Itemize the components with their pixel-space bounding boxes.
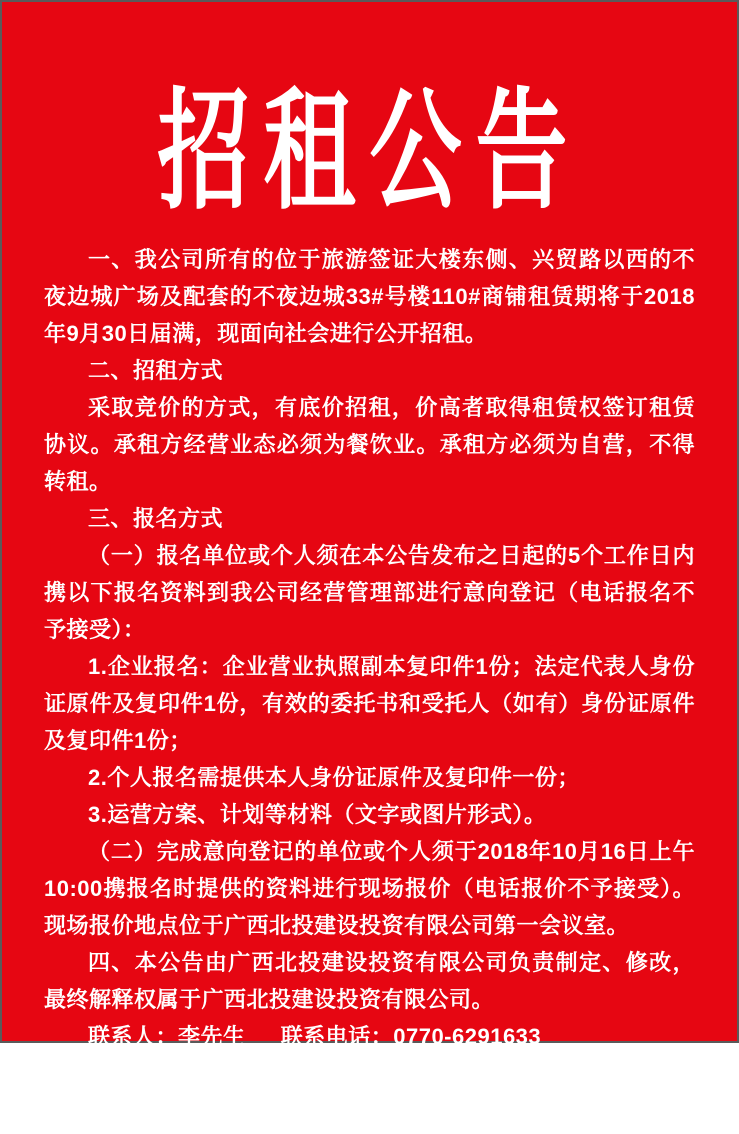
paragraph-operation-plan-materials: 3.运营方案、计划等材料（文字或图片形式）。 (88, 802, 547, 827)
poster-title-text: 招租公告 (157, 79, 582, 225)
paragraph-interpretation-rights: 四、本公告由广西北投建设投资有限公司负责制定、修改，最终解释权属于广西北投建设投资有限公司。 (44, 950, 695, 1012)
paragraph-rental-method-detail: 采取竞价的方式，有底价招租，价高者取得租赁权签订租赁协议。承租方经营业态必须为餐饮业。承租方必须为自营，不得转租。 (44, 395, 695, 494)
poster-title (2, 79, 737, 225)
contact-person-name: 李先生 (178, 1024, 246, 1049)
signature-inner (381, 1064, 681, 1134)
contact-phone-number: 0770-6291633 (393, 1024, 542, 1049)
paragraph-onsite-bidding-arrangement: （二）完成意向登记的单位或个人须于2018年10月16日上午10:00携报名时提供的资料进行现场报价（电话报价不予接受）。现场报价地点位于广西北投建设投资有限公司第一会议室。 (44, 839, 695, 938)
signature-block (2, 1064, 737, 1134)
contact-line (44, 1018, 695, 1055)
paragraph-registration-requirements: （一）报名单位或个人须在本公告发布之日起的5个工作日内携以下报名资料到我公司经营管理部进行意向登记（电话报名不予接受）： (44, 543, 695, 642)
paragraph-section1-property-intro: 一、我公司所有的位于旅游签证大楼东侧、兴贸路以西的不夜边城广场及配套的不夜边城33#号楼110#商铺租赁期将于2018年9月30日届满，现面向社会进行公开招租。 (44, 247, 695, 346)
announcement-body (2, 241, 737, 1055)
paragraph-individual-registration-materials: 2.个人报名需提供本人身份证原件及复印件一份； (88, 765, 580, 790)
contact-phone-label: 联系电话： (280, 1024, 394, 1049)
heading-section2-rental-method: 二、招租方式 (88, 358, 224, 383)
contact-person-label: 联系人： (88, 1024, 179, 1049)
paragraph-enterprise-registration-materials: 1.企业报名：企业营业执照副本复印件1份；法定代表人身份证原件及复印件1份，有效的委托书和受托人（如有）身份证原件及复印件1份； (44, 654, 695, 753)
signature-date: 2018年9月30日 (443, 1103, 619, 1130)
signature-company: 广西北投建设投资有限公司 (381, 1068, 681, 1095)
heading-section3-registration-method: 三、报名方式 (88, 506, 224, 531)
